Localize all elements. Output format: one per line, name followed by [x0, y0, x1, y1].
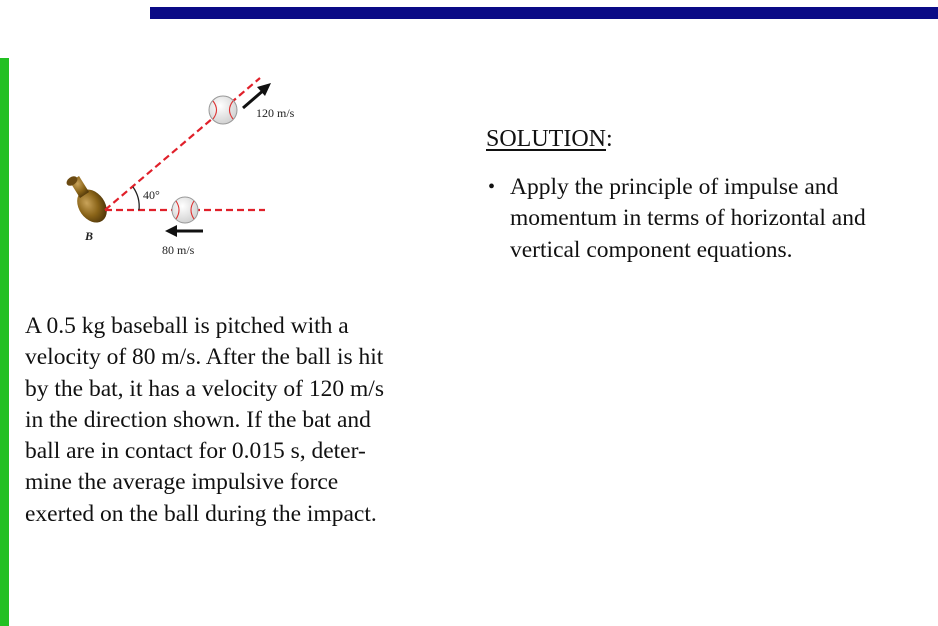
title-bar-decoration	[150, 7, 938, 19]
problem-line: by the bat, it has a velocity of 120 m/s	[25, 375, 384, 402]
solution-list	[486, 172, 926, 266]
solution-heading	[486, 124, 613, 154]
solution-line: Apply the principle of impulse and	[510, 174, 839, 200]
problem-line: exerted on the ball during the impact.	[25, 500, 377, 527]
side-bar-decoration	[0, 58, 9, 626]
problem-line: ball are in contact for 0.015 s, deter-	[25, 438, 366, 465]
baseball-figure	[55, 70, 335, 270]
problem-statement	[25, 311, 445, 530]
solution-heading-text: SOLUTION	[486, 126, 606, 152]
point-b-label: B	[85, 229, 94, 243]
solution-line: momentum in terms of horizontal and	[510, 205, 866, 232]
problem-line: A 0.5 kg baseball is pitched with a	[25, 313, 349, 339]
baseball-diagram	[55, 70, 335, 270]
angle-arc	[133, 187, 139, 210]
solution-heading-colon: :	[606, 126, 613, 152]
bullet-icon: •	[488, 176, 496, 198]
velocity-in-arrow	[165, 225, 203, 237]
velocity-in-label: 80 m/s	[162, 243, 195, 257]
problem-line: in the direction shown. If the bat and	[25, 406, 371, 433]
solution-line: vertical component equations.	[510, 236, 793, 263]
velocity-out-label: 120 m/s	[256, 106, 295, 120]
solution-item	[486, 172, 926, 266]
outgoing-path-line	[105, 78, 260, 210]
baseball-outgoing-icon	[209, 96, 237, 124]
baseball-incoming-icon	[172, 197, 198, 223]
problem-line: mine the average impulsive force	[25, 469, 339, 496]
angle-label: 40°	[143, 188, 160, 202]
problem-line: velocity of 80 m/s. After the ball is hit	[25, 344, 384, 371]
velocity-out-arrow	[243, 83, 271, 108]
bat-icon	[65, 174, 113, 228]
